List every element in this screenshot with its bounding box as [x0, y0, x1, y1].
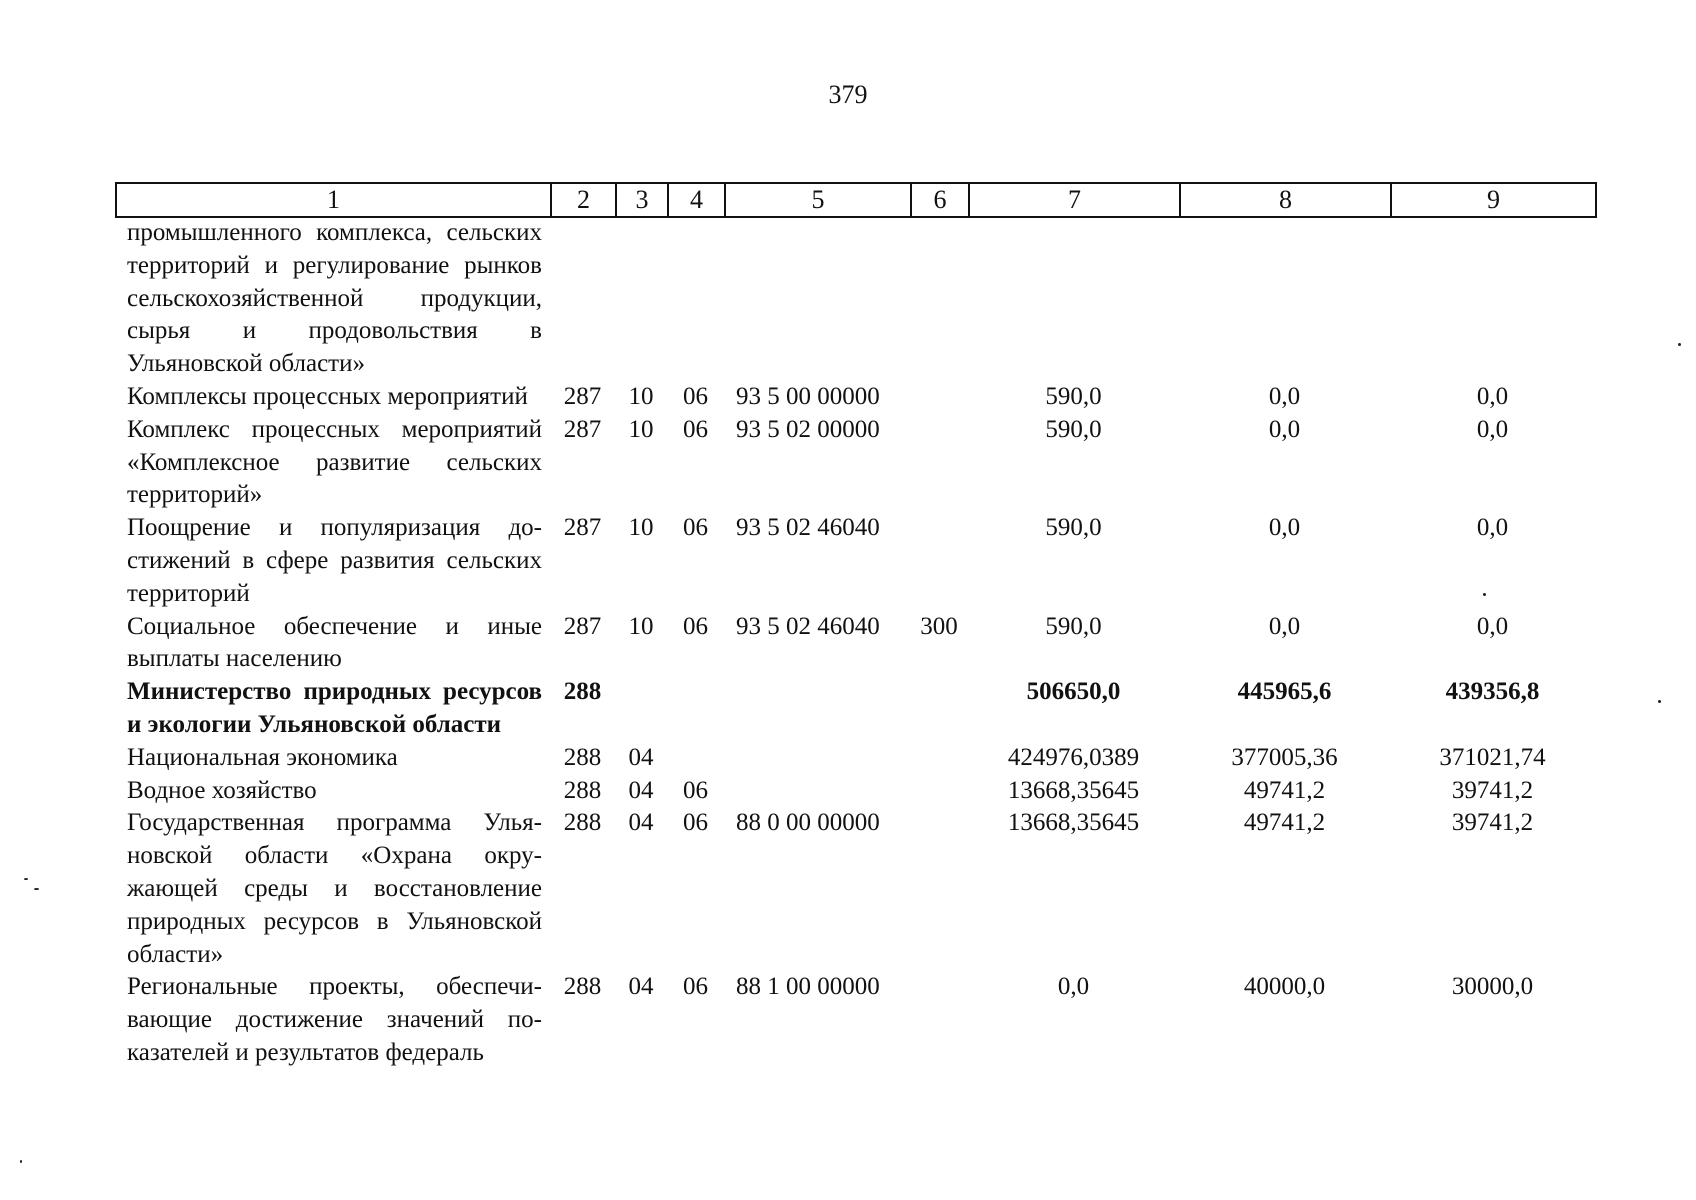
cell-col-2: 287: [563, 612, 602, 640]
cell-name: Водное хозяйство: [127, 776, 317, 804]
cell-col-9: 30000,0: [1451, 973, 1534, 1001]
cell-col-2: 287: [563, 415, 602, 443]
cell-col-3: 10: [628, 612, 654, 640]
cell-col-9: 0,0: [1476, 382, 1509, 410]
scan-speck: [1658, 700, 1661, 703]
cell-col-9: 439356,8: [1445, 678, 1540, 706]
cell-col-2: 288: [563, 973, 602, 1001]
scan-speck: [24, 878, 28, 880]
table-row: [115, 381, 1595, 414]
cell-col-6: [910, 742, 968, 775]
table-row: [115, 611, 1595, 677]
cell-col-8: 0,0: [1268, 382, 1301, 410]
cell-col-2: 288: [563, 776, 602, 804]
scan-speck: [1483, 593, 1486, 596]
cell-name: Государственная программа Ульяновской области «Охрана окружающей среды и восстановление природных ресурсов в Ульяновской области»: [127, 809, 542, 968]
cell-col-8: [1179, 217, 1390, 381]
header-col-4: 4: [668, 183, 725, 217]
cell-col-3: 04: [628, 776, 654, 804]
cell-col-8: 0,0: [1268, 612, 1301, 640]
cell-name: Комплекс процессных мероприятий «Комплексное развитие сельских территорий»: [127, 415, 542, 509]
cell-col-8: 49741,2: [1243, 776, 1326, 804]
cell-col-8: 0,0: [1268, 415, 1301, 443]
header-col-7: 7: [969, 183, 1180, 217]
cell-col-5: 93 5 00 00000: [736, 382, 880, 410]
header-col-5: 5: [725, 183, 911, 217]
page-number: 379: [828, 80, 868, 109]
cell-col-7: 424976,0389: [1007, 743, 1140, 771]
cell-col-6: [910, 512, 968, 610]
cell-col-5: [724, 775, 910, 808]
scan-speck: [20, 1160, 22, 1163]
cell-col-7: 590,0: [1045, 514, 1102, 542]
header-col-1: 1: [116, 183, 551, 217]
cell-col-3: [615, 217, 667, 381]
cell-col-5: 88 1 00 00000: [736, 973, 880, 1001]
cell-col-2: 288: [563, 809, 602, 837]
cell-col-6: [910, 414, 968, 512]
cell-col-4: 06: [683, 973, 708, 1001]
cell-col-5: 93 5 02 00000: [736, 415, 880, 443]
cell-col-8: 377005,36: [1231, 743, 1338, 771]
cell-col-4: 06: [683, 415, 708, 443]
table-row: [115, 414, 1595, 512]
cell-col-5: 93 5 02 46040: [736, 612, 880, 640]
cell-col-7: 13668,35645: [1007, 809, 1140, 837]
cell-col-5: [724, 217, 910, 381]
table-row: [115, 971, 1595, 1069]
cell-col-2: 287: [563, 514, 602, 542]
table-row: [115, 742, 1595, 775]
cell-col-7: 506650,0: [1026, 678, 1121, 706]
cell-col-7: 0,0: [1057, 973, 1090, 1001]
cell-name: Министерство природных ресурсов и экологии Ульяновской области: [127, 678, 542, 738]
cell-col-2: 287: [563, 382, 602, 410]
cell-col-4: 06: [683, 776, 708, 804]
cell-col-3: [615, 676, 667, 742]
column-header-table: [115, 182, 1597, 218]
cell-col-3: 10: [628, 514, 654, 542]
cell-col-3: 04: [628, 743, 654, 771]
cell-col-6: [910, 676, 968, 742]
cell-col-9: 371021,74: [1439, 743, 1546, 771]
cell-col-6: [910, 971, 968, 1069]
cell-col-6: [910, 775, 968, 808]
cell-col-9: [1390, 217, 1595, 381]
cell-col-5: 93 5 02 46040: [736, 514, 880, 542]
cell-col-7: 13668,35645: [1007, 776, 1140, 804]
table-row: [115, 217, 1595, 381]
cell-col-4: 06: [683, 514, 708, 542]
cell-col-2: 288: [563, 743, 602, 771]
budget-table: [115, 217, 1595, 1070]
header-col-9: 9: [1391, 183, 1596, 217]
cell-name: Комплексы процессных мероприятий: [127, 382, 528, 410]
cell-col-6: [910, 381, 968, 414]
cell-name: Национальная экономика: [127, 743, 398, 771]
cell-col-7: 590,0: [1045, 415, 1102, 443]
cell-name: Поощрение и популяризация достижений в сфере развития сельских территорий: [127, 514, 542, 607]
scan-speck: [34, 888, 39, 890]
cell-col-4: [667, 676, 724, 742]
table-row: [115, 676, 1595, 742]
cell-col-9: 0,0: [1476, 415, 1509, 443]
cell-col-7: 590,0: [1045, 612, 1102, 640]
cell-col-8: 49741,2: [1243, 809, 1326, 837]
cell-col-3: 10: [628, 415, 654, 443]
cell-name: Региональные проекты, обеспечивающие достижение значений показателей и результатов федераль: [127, 973, 542, 1066]
cell-col-4: 06: [683, 612, 708, 640]
cell-col-9: 0,0: [1476, 612, 1509, 640]
cell-name: промышленного комплекса, сельских территорий и регулирование рынков сельскохозяйственной продукции, сырья и продовольствия в Ульяновской области»: [127, 219, 542, 378]
header-col-8: 8: [1180, 183, 1391, 217]
cell-col-5: 88 0 00 00000: [736, 809, 880, 837]
cell-col-9: 39741,2: [1451, 809, 1534, 837]
cell-col-4: 06: [683, 809, 708, 837]
cell-col-5: [724, 676, 910, 742]
cell-col-4: 06: [683, 382, 708, 410]
cell-name: Социальное обеспечение и иные выплаты населению: [127, 612, 542, 673]
cell-col-8: 40000,0: [1243, 973, 1326, 1001]
header-col-3: 3: [616, 183, 668, 217]
table-row: [115, 512, 1595, 610]
cell-col-4: [667, 217, 724, 381]
cell-col-3: 10: [628, 382, 654, 410]
header-col-6: 6: [911, 183, 969, 217]
cell-col-5: [724, 742, 910, 775]
cell-col-7: [968, 217, 1179, 381]
header-col-2: 2: [551, 183, 616, 217]
cell-col-4: [667, 742, 724, 775]
cell-col-6: [910, 217, 968, 381]
cell-col-9: 39741,2: [1451, 776, 1534, 804]
table-row: [115, 775, 1595, 808]
table-row: [115, 807, 1595, 971]
cell-col-8: 445965,6: [1237, 678, 1332, 706]
header-row: [116, 183, 1596, 217]
cell-col-6: [910, 807, 968, 971]
cell-col-6: 300: [920, 612, 958, 640]
scan-speck: [1678, 343, 1681, 346]
cell-col-3: 04: [628, 973, 654, 1001]
cell-col-3: 04: [628, 809, 654, 837]
cell-col-2: [550, 217, 615, 381]
cell-col-7: 590,0: [1045, 382, 1102, 410]
cell-col-9: 0,0: [1476, 514, 1509, 542]
cell-col-8: 0,0: [1268, 514, 1301, 542]
cell-col-2: 288: [563, 678, 602, 706]
